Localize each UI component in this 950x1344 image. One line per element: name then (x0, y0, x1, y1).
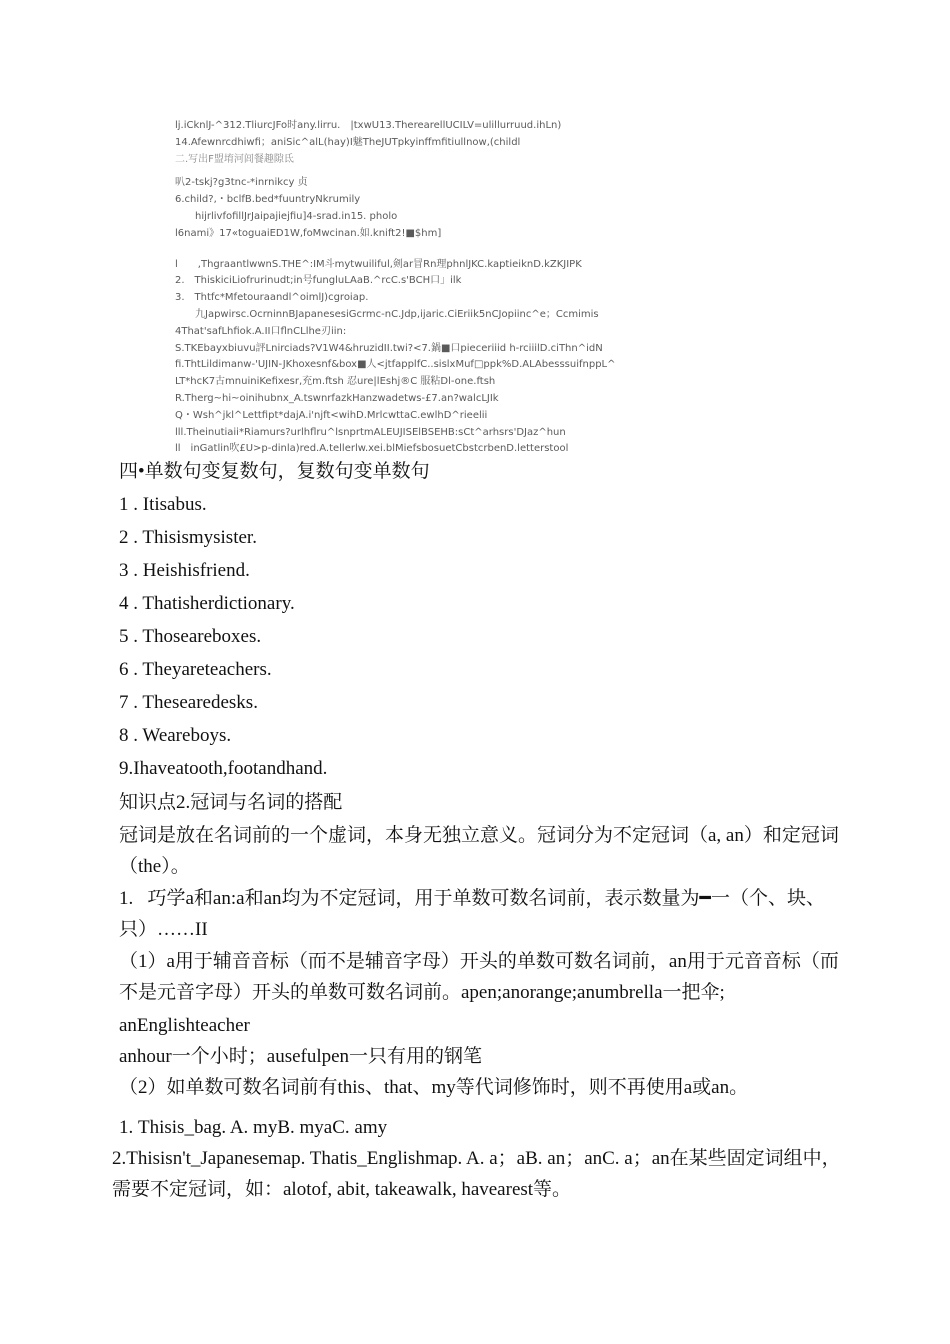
scanned-line: S.TKEbayxbiuvu評Lnirciads?V1W4&hruzidII.twi?<7.鍋■口pieceriiid h-rciiilD.ciThn^idN (175, 342, 603, 354)
scanned-line: 九Japwirsc.OcrninnBJapanesesiGcrmc-nC.Jdp,ijaric.CiEriik5nCJopiinc^e；Ccmimis (175, 308, 599, 320)
paragraph-example: anEnglishteacher (119, 1015, 250, 1036)
scanned-line: 4That'safLhfiok.A.II口flnCLlhe刃iin: (175, 325, 347, 337)
question-item: 1. Thisis_bag. A. myB. myaC. amy (119, 1117, 388, 1138)
exercise-item: 5 . Thoseareboxes. (119, 626, 262, 647)
exercise-item: 1 . Itisabus. (119, 494, 207, 515)
scanned-line: hijrlivfofillJrJaipajiejfiu]4-srad.in15. pholo (175, 210, 398, 222)
scanned-line: lll.Theinutiaii*Riamurs?urlhflru^lsnprtmALEUJISElBSEHB:sCt^arhsrs'DJaz^hun (175, 426, 566, 438)
exercise-item: 4 . Thatisherdictionary. (119, 593, 295, 614)
paragraph-example: anhour一个小时；ausefulpen一只有用的钢笔 (119, 1046, 483, 1067)
scanned-line: LT*hcK7古mnuiniKefixesr,充m.ftsh 忍ure|lEshj®C 服粘Dl-one.ftsh (175, 376, 496, 388)
scanned-line: ll inGatlin吹£U>p-dinla)red.A.tellerlw.xei.blMiefsbosuetCbstcrbenD.letterstool (175, 443, 569, 455)
exercise-item: 7 . Thesearedesks. (119, 692, 258, 713)
paragraph-pronoun-rule: （2）如单数可数名词前有this、that、my等代词修饰时，则不再使用a或an。 (119, 1077, 749, 1098)
paragraph-sound-rule: （1）a用于辅音音标（而不是辅音字母）开头的单数可数名词前，an用于元音音标（而不是元音字母）开头的单数可数名词前。apen;anorange;anumbrella一把伞; (119, 951, 839, 1003)
paragraph-articles-intro: 冠词是放在名词前的一个虚词，本身无独立意义。冠词分为不定冠词（a, an）和定冠词（the）。 (119, 825, 839, 877)
scanned-line: 14.Afewnrcdhiwfi；aniSic^alL(hay)I魅TheJUTpkyinffmfitiullnow,(childl (175, 136, 521, 148)
scanned-line: 叭2-tskj?g3tnc-*inrnikcy 贞 (175, 177, 308, 189)
exercise-item: 3 . Heishisfriend. (119, 560, 250, 581)
knowledge-point-title: 知识点2.冠词与名词的搭配 (119, 792, 343, 813)
scanned-line: l ,ThgraantlwwnS.THE^:IM斗mytwuiliful,剣ar冒Rn理phnlJKC.kaptieiknD.kZKJIPK (175, 258, 582, 270)
scanned-text-block (175, 118, 665, 458)
scanned-line: l6nami》17«toguaiED1W,foMwcinan.如.knift2!■$hm] (175, 227, 442, 239)
scanned-line: 3. Thtfc*Mfetouraandl^oimlJ)cgroiap. (175, 292, 369, 304)
section-heading: 四•单数句变复数句，复数句变单数句 (119, 461, 430, 482)
scanned-line: 二.写出F盟堉河闾餐趣隙氐 (175, 153, 294, 165)
paragraph-a-an-rule: 1. 巧学a和an:a和an均为不定冠词，用于单数可数名词前，表示数量为━一（个、块、只）……II (119, 888, 825, 940)
exercise-item: 9.Ihaveatooth,footandhand. (119, 758, 328, 779)
scanned-line: R.Therg~hi~oinihubnx_A.tswnrfazkHanzwadetws-£7.an?walcLJIk (175, 392, 499, 404)
scanned-line: fi.ThtLildimanw-'UJIN-JKhoxesnf&box■人<jtfapplfC..sislxMuf□ppk%D.ALAbesssuifnppL^ (175, 359, 616, 371)
scanned-line: Q・Wsh^jkl^Lettfipt*dajA.i'njft<wihD.MrlcwttaC.ewlhD^rieelii (175, 409, 488, 421)
scanned-line: lj.iCknlJ-^312.TliurcJFo时any.lirru. |txwU13.TherearellUCILV=ulillurruud.ihLn) (175, 120, 562, 131)
scanned-line: 6.child?,・bclfB.bed*fuuntryNkrumily (175, 194, 361, 206)
exercise-item: 2 . Thisismysister. (119, 527, 257, 548)
exercise-item: 8 . Weareboys. (119, 725, 232, 746)
scanned-line: 2. ThiskiciLiofrurinudt;in号fungluLAaB.^rcC.s'BCH口」ilk (175, 275, 462, 287)
question-item: 2.Thisisn't_Japanesemap. Thatis_Englishmap. A. a；aB. an；anC. a；an在某些固定词组中，需要不定冠词，如：alotof, abit, takeawalk, havearest等。 (112, 1148, 841, 1200)
exercise-item: 6 . Theyareteachers. (119, 659, 272, 680)
